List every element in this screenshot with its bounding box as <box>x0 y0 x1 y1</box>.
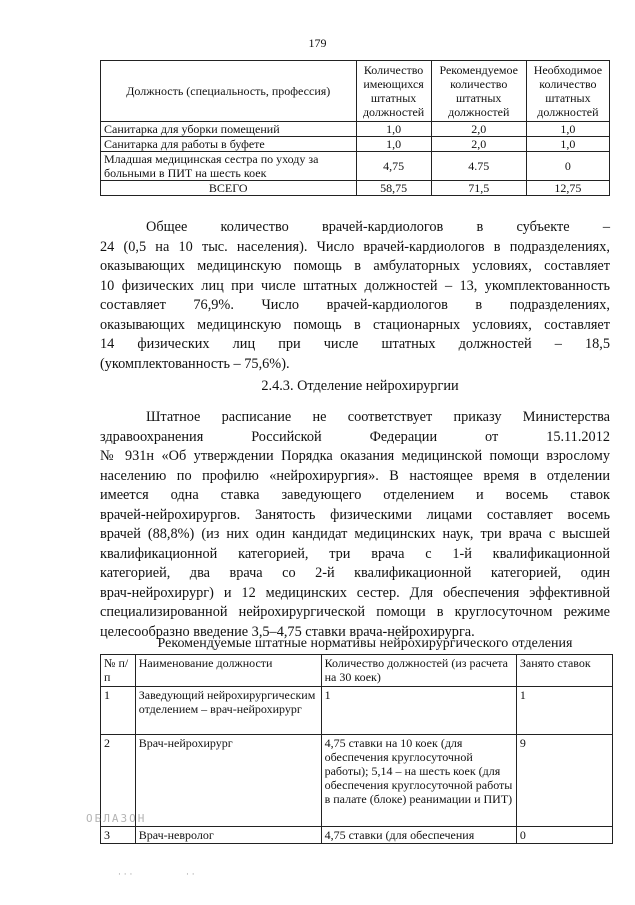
cell-occupied: 9 <box>516 735 612 827</box>
cell-needed: 1,0 <box>526 137 609 152</box>
cell-position-name: Заведующий нейрохирургическим отделением – врач-нейрохирург <box>135 687 321 735</box>
cell-number: 1 <box>101 687 136 735</box>
cell-positions-count: 1 <box>321 687 516 735</box>
page-number: 179 <box>308 36 327 50</box>
table-total-row <box>101 181 610 196</box>
text-line: 10 физических лиц при числе штатных должностей – 13, укомплектованность <box>100 277 610 294</box>
cell-position-name: Врач-нейрохирург <box>135 735 321 827</box>
scan-smudge-mark: · · <box>186 870 195 880</box>
text-line: здравоохранения Российской Федерации от 15.11.2012 <box>100 428 610 445</box>
cell-recommended: 2,0 <box>431 137 526 152</box>
cell-total-needed: 12,75 <box>526 181 609 196</box>
text-line: имеется одна ставка заведующего отделением и восемь ставок <box>100 487 610 503</box>
cell-position-name: Врач-невролог <box>135 827 321 844</box>
text-line: врачей-нейрохирургов. Занятость физическими лицами составляет восемь <box>100 506 610 523</box>
text-line: № 931н «Об утверждении Порядка оказания медицинской помощи взрослому <box>100 448 610 464</box>
text-line: населению по профилю «нейрохирургия». В настоящее время в отделении <box>100 467 610 484</box>
text-line: Общее количество врачей-кардиологов в субъекте – <box>146 219 610 235</box>
table-row <box>101 687 613 735</box>
text-line: оказывающих медицинскую помощь в стационарных условиях, составляет <box>100 316 610 333</box>
header-position: Должность (специальность, профессия) <box>101 61 357 122</box>
cell-existing: 4,75 <box>356 152 431 181</box>
table-caption: Рекомендуемые штатные нормативы нейрохирургического отделения <box>157 636 573 651</box>
table-header-row <box>101 61 610 122</box>
text-line: оказывающих медицинскую помощь в амбулаторных условиях, составляет <box>100 258 610 274</box>
cell-number: 2 <box>101 735 136 827</box>
paragraph-neurosurgery <box>100 408 610 642</box>
scan-smudge-mark: · · · <box>118 870 133 880</box>
cell-total-label: ВСЕГО <box>101 181 357 196</box>
cell-positions-count: 4,75 ставки на 10 коек (для обеспечения круглосуточной работы); 5,14 – на шесть коек (для обеспечения круглосуточной работы в палате (блоке) реанимации и ПИТ) <box>321 735 516 827</box>
cell-position: Младшая медицинская сестра по уходу за больными в ПИТ на шесть коек <box>101 152 357 181</box>
text-line: врач-нейрохирург) и 12 медицинских сестер. Для обеспечения эффективной <box>100 584 610 601</box>
table-row <box>101 122 610 137</box>
cell-occupied: 0 <box>516 827 612 844</box>
cell-occupied: 1 <box>516 687 612 735</box>
text-line: специализированной нейрохирургической помощи в круглосуточном режиме <box>100 604 610 620</box>
cell-recommended: 4.75 <box>431 152 526 181</box>
table-row <box>101 137 610 152</box>
cell-position: Санитарка для работы в буфете <box>101 137 357 152</box>
cell-total-existing: 58,75 <box>356 181 431 196</box>
text-line: (укомплектованность – 75,6%). <box>100 355 290 372</box>
header-existing: Количество имеющихся штатных должностей <box>356 61 431 122</box>
cell-existing: 1,0 <box>356 122 431 137</box>
cell-recommended: 2,0 <box>431 122 526 137</box>
header-positions-count: Количество должностей (из расчета на 30 коек) <box>321 655 516 687</box>
cell-needed: 1,0 <box>526 122 609 137</box>
header-occupied: Занято ставок <box>516 655 612 687</box>
cell-positions-count: 4,75 ставки (для обеспечения <box>321 827 516 844</box>
text-line: квалификационной категорией, три врача с 1-й квалификационной <box>100 545 610 562</box>
cell-number: 3 <box>101 827 136 844</box>
text-line: целесообразно введение 3,5–4,75 ставки врача-нейрохирурга. <box>100 623 475 640</box>
cell-total-recommended: 71,5 <box>431 181 526 196</box>
cell-existing: 1,0 <box>356 137 431 152</box>
header-number: № п/п <box>101 655 136 687</box>
text-line: врачей (88,8%) (из них один кандидат медицинских наук, три врача с высшей <box>100 526 610 542</box>
section-heading: 2.4.3. Отделение нейрохирургии <box>261 378 459 394</box>
text-line: 14 физических лиц при числе штатных должностей – 18,5 <box>100 336 610 352</box>
table-row <box>101 152 610 181</box>
paragraph-cardiologists <box>100 218 610 374</box>
header-position-name: Наименование должности <box>135 655 321 687</box>
table-header-row <box>101 655 613 687</box>
text-line: составляет 76,9%. Число врачей-кардиологов в подразделениях, <box>100 297 610 313</box>
staff-table-1 <box>100 60 610 196</box>
header-recommended: Рекомендуемое количество штатных должностей <box>431 61 526 122</box>
faded-stamp: ОБЛАЗОН <box>86 812 147 825</box>
text-line: категорией, два врача со 2-й квалификационной категорией, один <box>100 565 610 581</box>
cell-position: Санитарка для уборки помещений <box>101 122 357 137</box>
header-needed: Необходимое количество штатных должностей <box>526 61 609 122</box>
text-line: 24 (0,5 на 10 тыс. населения). Число врачей-кардиологов в подразделениях, <box>100 238 610 255</box>
text-line: Штатное расписание не соответствует приказу Министерства <box>146 409 610 425</box>
cell-needed: 0 <box>526 152 609 181</box>
